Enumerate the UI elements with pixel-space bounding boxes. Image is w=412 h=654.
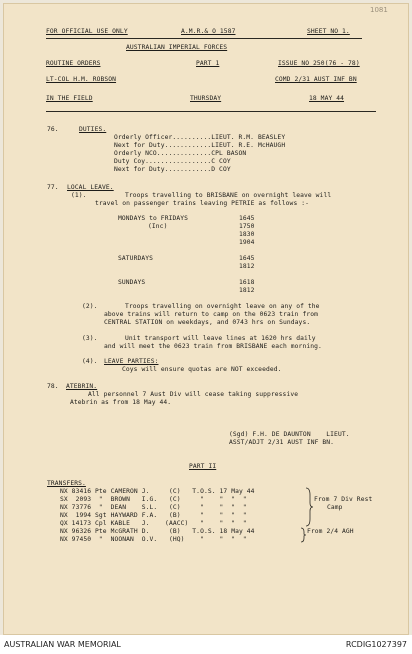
saturdays-label: SATURDAYS [118, 255, 154, 262]
routine-orders-label: ROUTINE ORDERS [46, 60, 101, 67]
duty-row: Next for Duty............LIEUT. R.E. McHAUGH [114, 142, 286, 149]
force-title: AUSTRALIAN IMPERIAL FORCES [126, 44, 228, 51]
weekdays-note: (Inc) [148, 223, 168, 230]
sundays-label: SUNDAYS [118, 279, 146, 286]
leave-para-number: (2). [82, 303, 98, 310]
transfer-row: NX 1994 Sgt HAYWARD F.A. (B) " " " " [60, 512, 247, 519]
signature-name: (Sgd) F.H. DE DAUNTON LIEUT. [229, 431, 350, 438]
archive-footer [0, 635, 412, 654]
train-time: 1645 [239, 215, 255, 222]
duties-heading: DUTIES. [79, 126, 107, 133]
atebrin-number: 78. [47, 383, 59, 390]
leave-para-text: Troops travelling on overnight leave on any of the [125, 303, 320, 310]
leave-number: 77. [47, 184, 59, 191]
train-time: 1645 [239, 255, 255, 262]
day-label: THURSDAY [190, 95, 222, 102]
train-time: 1812 [239, 287, 255, 294]
leave-para-text: above trains will return to camp on the 0623 train from [104, 311, 319, 318]
signature-title: ASST/ADJT 2/31 AUST INF BN. [229, 439, 335, 446]
duty-row: Orderly Officer..........LIEUT. R.M. BEASLEY [114, 134, 286, 141]
part-label: PART 1 [196, 60, 220, 67]
leave-para-text: travel on passenger trains leaving PETRIE as follows :- [95, 200, 310, 207]
leave-para-text: and will meet the 0623 train from BRISBANE each morning. [104, 343, 322, 350]
atebrin-heading: ATEBRIN. [66, 383, 98, 390]
sheet-number: SHEET NO 1. [307, 28, 350, 35]
brace-mark [300, 527, 306, 543]
command-label: COMD 2/31 AUST INF BN [275, 76, 357, 83]
train-time: 1904 [239, 239, 255, 246]
leave-para-text: Coys will ensure quotas are NOT exceeded. [122, 366, 282, 373]
duties-number: 76. [47, 126, 59, 133]
duty-row: Orderly NCO..............CPL BASON [114, 150, 247, 157]
location-label: IN THE FIELD [46, 95, 93, 102]
leave-para-number: (1). [71, 192, 87, 199]
issue-number: ISSUE NO 250(76 - 78) [278, 60, 360, 67]
part-two-heading: PART II [189, 463, 217, 470]
leave-para-text: Unit transport will leave lines at 1620 hrs daily [125, 335, 316, 342]
header-bottom-rule [46, 111, 376, 112]
train-time: 1812 [239, 263, 255, 270]
train-time: 1750 [239, 223, 255, 230]
atebrin-text: All personnel 7 Aust Div will cease taking suppressive [88, 391, 299, 398]
header-rule [46, 38, 362, 39]
leave-para-number: (4). [82, 358, 98, 365]
leave-para-number: (3). [82, 335, 98, 342]
transfers-heading: TRANSFERS. [47, 480, 86, 487]
duty-row: Duty Coy.................C COY [114, 158, 231, 165]
officer-name: LT-COL H.M. ROBSON [46, 76, 117, 83]
train-time: 1830 [239, 231, 255, 238]
archive-name: AUSTRALIAN WAR MEMORIAL [4, 640, 121, 649]
transfer-row: NX 96326 Pte McGRATH D. (B) T.O.S. 18 May 44 [60, 528, 255, 535]
duty-row: Next for Duty............D COY [114, 166, 231, 173]
transfer-note: From 7 Div Rest [314, 496, 373, 503]
transfer-row: NX 83416 Pte CAMERON J. (C) T.O.S. 17 May 44 [60, 488, 255, 495]
leave-parties-heading: LEAVE PARTIES: [104, 358, 159, 365]
leave-para-text: Troops travelling to BRISBANE on overnight leave will [125, 192, 332, 199]
transfer-note: Camp [327, 504, 343, 511]
archive-id: RCDIG1027397 [345, 640, 407, 649]
transfer-row: NX 73776 " DEAN S.L. (C) " " " " [60, 504, 247, 511]
transfer-row: NX 97450 " NOONAN O.V. (HQ) " " " " [60, 536, 247, 543]
atebrin-text: Atebrin as from 18 May 44. [70, 399, 172, 406]
restriction-label: FOR OFFICIAL USE ONLY [46, 28, 128, 35]
leave-para-text: CENTRAL STATION on weekdays, and 0743 hrs on Sundays. [104, 319, 311, 326]
transfer-row: SX 2093 " BROWN I.G. (C) " " " " [60, 496, 247, 503]
train-time: 1618 [239, 279, 255, 286]
brace-mark [305, 487, 313, 527]
pencil-folio: 1081 [370, 6, 388, 14]
date-label: 18 MAY 44 [309, 95, 345, 102]
form-number: A.M.R.& O 1587 [181, 28, 236, 35]
transfer-row: QX 14173 Cpl KABLE J. (AACC) " " " " [60, 520, 247, 527]
leave-heading: LOCAL LEAVE. [67, 184, 114, 191]
weekdays-label: MONDAYS to FRIDAYS [118, 215, 189, 222]
transfer-note: From 2/4 AGH [307, 528, 354, 535]
